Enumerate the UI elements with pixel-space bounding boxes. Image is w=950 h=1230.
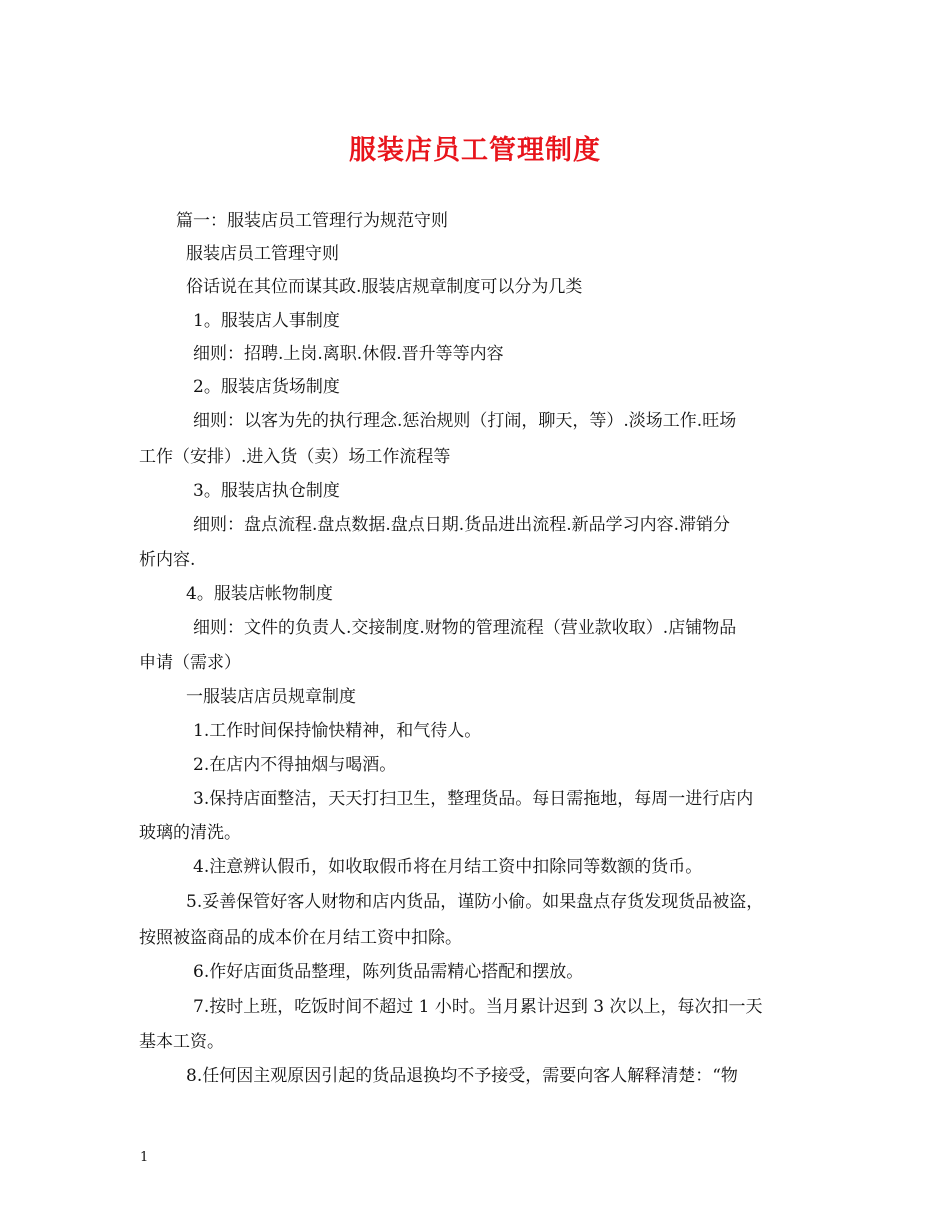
text-line: 细则：招聘.上岗.离职.休假.晋升等等内容 (193, 344, 504, 364)
text-line: 2.在店内不得抽烟与喝酒。 (193, 755, 397, 775)
text-line: 1。服装店人事制度 (193, 311, 340, 331)
text-line: 6.作好店面货品整理，陈列货品需精心搭配和摆放。 (193, 962, 584, 982)
text-line: 细则：盘点流程.盘点数据.盘点日期.货品进出流程.新品学习内容.滞销分 (193, 515, 731, 535)
text-line: 玻璃的清洗。 (139, 823, 241, 843)
text-line: 8.任何因主观原因引起的货品退换均不予接受，需要向客人解释清楚：“物 (186, 1066, 738, 1086)
text-line: 按照被盗商品的成本价在月结工资中扣除。 (139, 928, 462, 948)
text-line: 2。服装店货场制度 (193, 377, 340, 397)
page-number: 1 (140, 1150, 149, 1165)
text-line: 俗话说在其位而谋其政.服装店规章制度可以分为几类 (186, 277, 583, 297)
text-line: 一服装店店员规章制度 (186, 687, 356, 707)
text-line: 申请（需求） (139, 653, 241, 673)
text-line: 细则：文件的负责人.交接制度.财物的管理流程（营业款收取）.店铺物品 (193, 618, 737, 638)
text-line: 7.按时上班，吃饭时间不超过 1 小时。当月累计迟到 3 次以上，每次扣一天 (193, 997, 763, 1017)
text-line: 1.工作时间保持愉快精神，和气待人。 (193, 721, 482, 741)
text-line: 细则：以客为先的执行理念.惩治规则（打闹，聊天，等）.淡场工作.旺场 (193, 411, 737, 431)
text-line: 5.妥善保管好客人财物和店内货品，谨防小偷。如果盘点存货发现货品被盗， (186, 892, 764, 912)
text-line: 工作（安排）.进入货（卖）场工作流程等 (139, 447, 451, 467)
text-line: 基本工资。 (139, 1032, 224, 1052)
text-line: 篇一：服装店员工管理行为规范守则 (176, 211, 448, 231)
text-line: 析内容. (139, 550, 196, 570)
text-line: 3.保持店面整洁，天天打扫卫生，整理货品。每日需拖地，每周一进行店内 (193, 789, 754, 809)
text-line: 4.注意辨认假币，如收取假币将在月结工资中扣除同等数额的货币。 (193, 857, 703, 877)
text-line: 3。服装店执仓制度 (193, 481, 340, 501)
document-title: 服装店员工管理制度 (349, 135, 601, 166)
text-line: 4。服装店帐物制度 (186, 584, 333, 604)
text-line: 服装店员工管理守则 (186, 244, 339, 264)
